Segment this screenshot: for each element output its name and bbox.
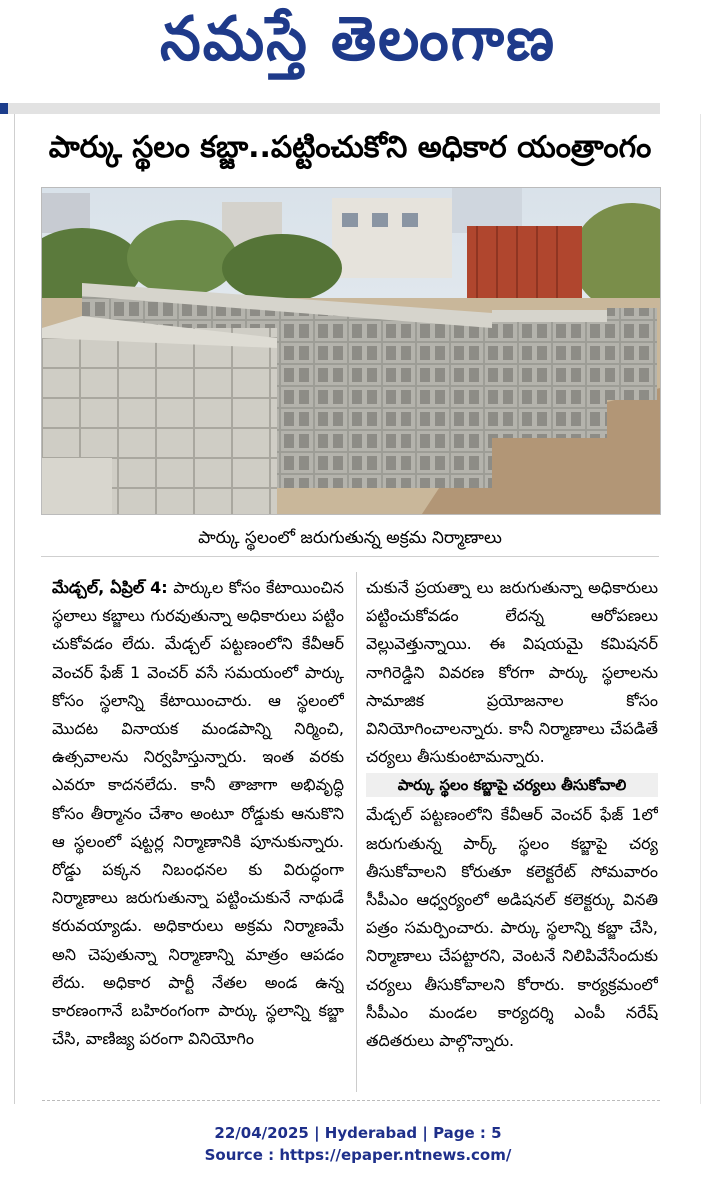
- article-column-left: [52, 574, 344, 1094]
- article-body-right-2: మేడ్చల్ పట్టణంలోని కేవీఆర్ వెంచర్ ఫేజ్ 1లో జరుగుతున్న పార్క్ స్థలం కబ్జాపై చర్య తీసుకోవాలని కోరుతూ కలెక్టరేట్ సోమవారం సీపీఎం ఆధ్వర్యంలో అడిషనల్ కలెక్టర్కు వినతి పత్రం సమర్పించారు. పార్కు స్థలాన్ని కబ్జా చేసి, నిర్మాణాలు చేపట్టారని, వెంటనే నిలిపివేసేందుకు చర్యలు తీసుకోవాలని కోరారు. కార్యక్రమంలో సీపీఎం మండల కార్యదర్శి ఎంపీ నరేష్ తదితరులు పాల్గొన్నారు.: [366, 805, 658, 1051]
- article-photo: [41, 187, 661, 515]
- sub-headline: పార్కు స్థలం కబ్జాపై చర్యలు తీసుకోవాలి: [366, 773, 658, 797]
- footer-date-page: 22/04/2025 | Hyderabad | Page : 5: [214, 1124, 502, 1142]
- header-rule: [0, 103, 660, 114]
- article-body-left: పార్కుల కోసం కేటాయించిన స్థలాలు కబ్జాలు గురవుతున్నా అధికారులు పట్టిం చుకోవడం లేదు. మేడ్చల్ పట్టణంలోని కేవీఆర్ వెంచర్ ఫేజ్ 1 వెంచర్ వసే సమయంలో పార్కు కోసం స్థలాన్ని కేటాయించారు. ఆ స్థలంలో మొదట వినాయక మండపాన్ని నిర్మించి, ఉత్సవాలను నిర్వహిస్తున్నారు. ఇంత వరకు ఎవరూ కాదనలేదు. కానీ తాజాగా అభివృద్ధి కోసం తీర్మానం చేశాం అంటూ రోడ్డుకు ఆనుకొని ఆ స్థలంలో షట్టర్ల నిర్మాణానికి పూనుకున్నారు. రోడ్డు పక్కన నిబంధనల కు విరుద్ధంగా నిర్మాణాలు జరుగుతున్నా పట్టించుకునే నాథుడే కరువయ్యాడు. అధికారులు అక్రమ నిర్మాణమే అని చెపుతున్నా నిర్మాణాన్ని మాత్రం ఆపడం లేదు. అధికార పార్టీ నేతల అండ ఉన్న కారణంగానే బహిరంగంగా పార్కు స్థలాన్ని కబ్జా చేసి, వాణిజ్య పరంగా వినియోగిం: [52, 578, 344, 1049]
- masthead: [0, 0, 716, 92]
- article-paragraph-1: [52, 574, 344, 1053]
- footer-source-link[interactable]: Source : https://epaper.ntnews.com/: [204, 1146, 512, 1164]
- page-border-right: [700, 114, 701, 1104]
- photo-caption: పార్కు స్థలంలో జరుగుతున్న అక్రమ నిర్మాణాలు: [41, 520, 659, 557]
- article-body-right-1: చుకునే ప్రయత్నా లు జరుగుతున్నా అధికారులు పట్టించుకోవడం లేదన్న ఆరోపణలు వెల్లువెత్తున్నాయి. ఈ విషయమై కమిషనర్ నాగిరెడ్డిని వివరణ కోరగా పార్కు స్థలాలను సామాజిక ప్రయోజనాల కోసం వినియోగించాలన్నారు. కానీ నిర్మాణాలు చేపడితే చర్యలు తీసుకుంటామన్నారు.: [366, 578, 658, 767]
- page-footer: [0, 1122, 716, 1166]
- page-bottom-rule: [42, 1100, 660, 1107]
- header-rule-marker: [0, 103, 8, 114]
- article-headline: పార్కు స్థలం కబ్జా..పట్టించుకోని అధికార యంత్రాంగం: [48, 130, 652, 165]
- column-divider: [356, 572, 357, 1092]
- page-border-left: [14, 114, 15, 1104]
- dateline: మేడ్చల్, ఏప్రిల్ 4:: [52, 578, 168, 597]
- article-column-right: [366, 574, 658, 1094]
- newspaper-logo: నమస్తే తెలంగాణ: [160, 2, 556, 74]
